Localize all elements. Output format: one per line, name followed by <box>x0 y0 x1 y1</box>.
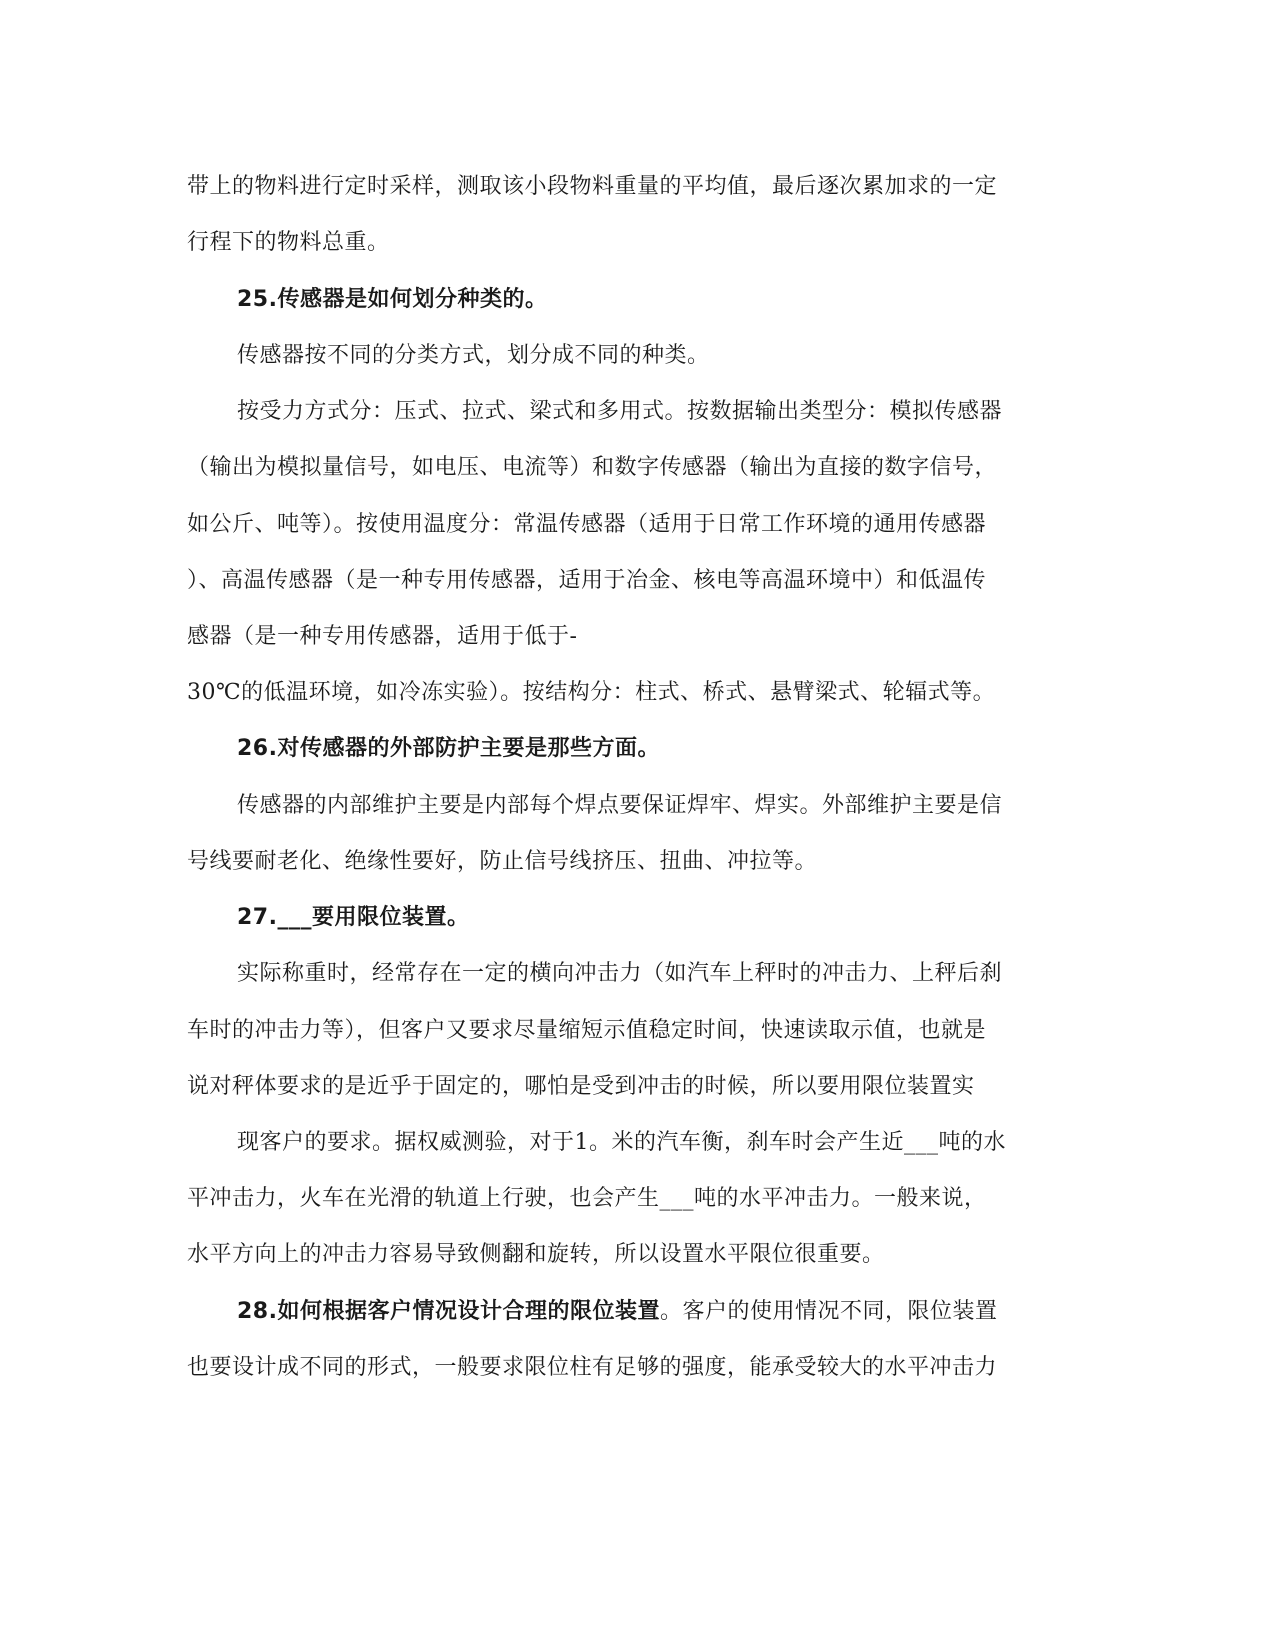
paragraph-line: ）、高温传感器（是一种专用传感器，适用于冶金、核电等高温环境中）和低温传 <box>187 568 987 593</box>
paragraph-line: 也要设计成不同的形式，一般要求限位柱有足够的强度，能承受较大的水平冲击力 <box>187 1355 998 1380</box>
paragraph-line: 车时的冲击力等），但客户又要求尽量缩短示值稳定时间，快速读取示值，也就是 <box>187 1018 987 1043</box>
paragraph-line: （输出为模拟量信号，如电压、电流等）和数字传感器（输出为直接的数字信号， <box>187 455 998 480</box>
paragraph-line: 行程下的物料总重。 <box>187 230 390 255</box>
section-heading-26: 26.对传感器的外部防护主要是那些方面。 <box>237 736 660 761</box>
paragraph-line: 传感器的内部维护主要是内部每个焊点要保证焊牢、焊实。外部维护主要是信 <box>237 793 1003 818</box>
paragraph-line: 如公斤、吨等）。按使用温度分：常温传感器（适用于日常工作环境的通用传感器 <box>187 512 987 537</box>
section-heading-25: 25.传感器是如何划分种类的。 <box>237 287 548 312</box>
paragraph-line: 说对秤体要求的是近乎于固定的，哪怕是受到冲击的时候，所以要用限位装置实 <box>187 1074 975 1099</box>
paragraph-line: 平冲击力，火车在光滑的轨道上行驶，也会产生___吨的水平冲击力。一般来说， <box>187 1186 987 1211</box>
paragraph-line: 30℃的低温环境，如冷冻实验）。按结构分：柱式、桥式、悬臂梁式、轮辐式等。 <box>187 680 996 705</box>
paragraph-line: 水平方向上的冲击力容易导致侧翻和旋转，所以设置水平限位很重要。 <box>187 1242 885 1267</box>
paragraph-line: 带上的物料进行定时采样，测取该小段物料重量的平均值，最后逐次累加求的一定 <box>187 174 998 199</box>
paragraph-line: 按受力方式分：压式、拉式、梁式和多用式。按数据输出类型分：模拟传感器 <box>237 399 1003 424</box>
section-heading-27: 27.___要用限位装置。 <box>237 905 470 930</box>
section-heading-28: 28.如何根据客户情况设计合理的限位装置 <box>237 1299 660 1324</box>
paragraph-text: 。客户的使用情况不同，限位装置 <box>659 1299 998 1324</box>
paragraph-line: 号线要耐老化、绝缘性要好，防止信号线挤压、扭曲、冲拉等。 <box>187 849 818 874</box>
paragraph-line: 现客户的要求。据权威测验，对于1。米的汽车衡，刹车时会产生近___吨的水 <box>237 1130 1006 1155</box>
paragraph-line: 感器（是一种专用传感器，适用于低于- <box>187 624 578 649</box>
section-heading-28-line <box>237 1297 998 1327</box>
paragraph-line: 传感器按不同的分类方式，划分成不同的种类。 <box>237 343 710 368</box>
paragraph-line: 实际称重时，经常存在一定的横向冲击力（如汽车上秤时的冲击力、上秤后刹 <box>237 961 1003 986</box>
